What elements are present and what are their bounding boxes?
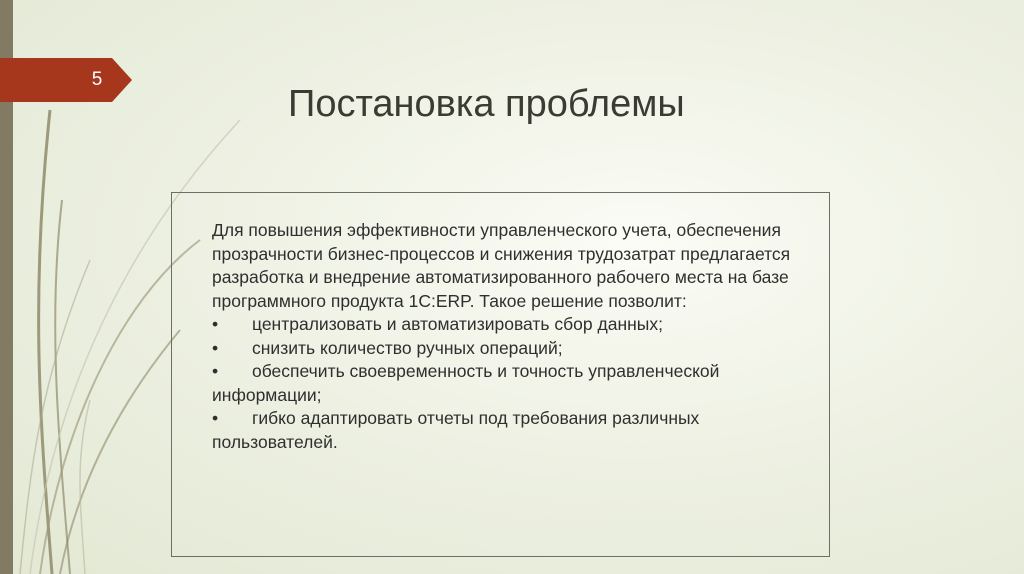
bullet-item-3 [212,360,812,407]
slide-title: Постановка проблемы [288,83,685,125]
content-box [171,192,830,557]
bullet-item-1 [212,313,812,337]
bullet-item-2 [212,337,812,361]
bullet-item-4 [212,407,812,454]
slide-number-badge [0,58,132,102]
bullet-marker: • [212,337,219,358]
bullet-text: централизовать и автоматизировать сбор данных; [252,314,663,334]
bullet-text: гибко адаптировать отчеты под требования различных пользователей. [212,408,700,452]
bullet-text: снизить количество ручных операций; [252,337,563,358]
content-text [212,219,812,454]
bullet-marker: • [212,314,219,334]
slide-number: 5 [91,69,103,90]
intro-paragraph: Для повышения эффективности управленческого учета, обеспечения прозрачности бизнес-процессов и снижения трудозатрат предлагается разработка и внедрение автоматизированного рабочего места на базе программного продукта 1С:ERP. Такое решение позволит: [212,220,791,311]
bullet-marker: • [212,361,219,381]
bullet-marker: • [212,408,219,428]
bullet-text: обеспечить своевременность и точность управленческой информации; [212,361,720,405]
